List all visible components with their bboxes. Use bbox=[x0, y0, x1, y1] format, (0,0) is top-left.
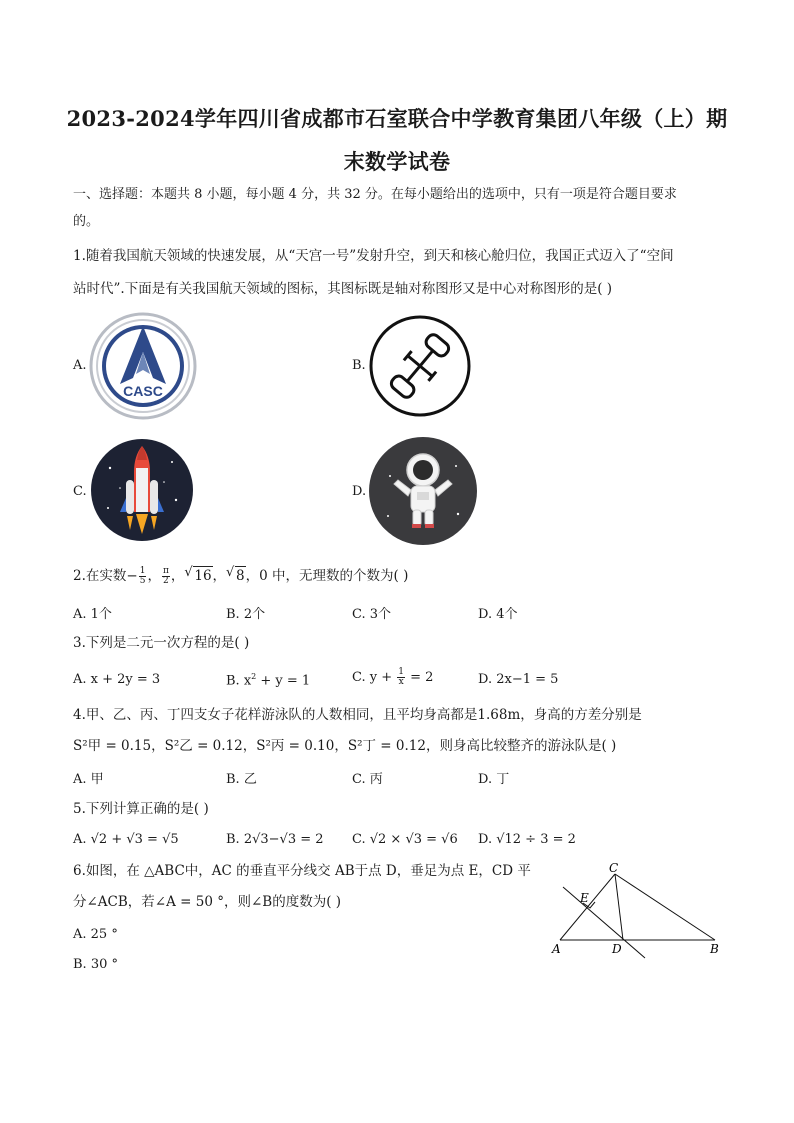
section-header-line1: 一、选择题：本题共 8 小题，每小题 4 分，共 32 分。在每小题给出的选项中，只有一项是符合题目要求 bbox=[73, 187, 677, 202]
q1-option-d-label: D. bbox=[352, 484, 367, 499]
q5-option-a: A. √2 + √3 = √5 bbox=[73, 832, 179, 847]
casc-logo-image bbox=[88, 312, 198, 424]
segment-cb bbox=[615, 874, 715, 940]
astronaut-icon-image bbox=[368, 436, 478, 550]
q2-option-b: B. 2个 bbox=[226, 607, 266, 622]
q2-option-c: C. 3个 bbox=[352, 607, 392, 622]
q2-fraction-pi: $\frac{\pi}{2}$ bbox=[162, 566, 169, 586]
point-label-d: D bbox=[612, 942, 622, 956]
q2-sqrt-8: √ 8 bbox=[235, 566, 246, 585]
perpendicular-bisector bbox=[563, 887, 645, 958]
q5-option-b: B. 2√3−√3 = 2 bbox=[226, 832, 324, 847]
q3-option-d: D. 2x−1 = 5 bbox=[478, 672, 559, 687]
segment-ac bbox=[560, 874, 615, 940]
point-label-b: B bbox=[710, 942, 719, 956]
q4-option-b: B. 乙 bbox=[226, 772, 257, 787]
q2-option-a: A. 1个 bbox=[73, 607, 112, 622]
point-label-c: C bbox=[609, 862, 619, 875]
q4-stem-line1: 4.甲、乙、丙、丁四支女子花样游泳队的人数相同，且平均身高都是1.68m，身高的方差分别是 bbox=[73, 707, 642, 723]
q6-option-a: A. 25 ° bbox=[73, 927, 118, 942]
q3-option-b: B. $x^2 + y = 1$ bbox=[226, 672, 311, 689]
q2-suffix: ，0 中，无理数的个数为( ) bbox=[245, 568, 409, 584]
section-header-line2: 的。 bbox=[73, 214, 100, 229]
point-label-a: A bbox=[552, 942, 561, 956]
q1-stem-line1: 1.随着我国航天领域的快速发展，从“天宫一号”发射升空，到天和核心舱归位，我国正式迈入了“空间 bbox=[73, 248, 674, 264]
rocket-icon-image bbox=[90, 438, 194, 546]
q2-sqrt-16: √ 16 bbox=[193, 566, 212, 585]
q2-prefix: 2.在实数 bbox=[73, 568, 127, 584]
q4-option-a: A. 甲 bbox=[73, 772, 104, 787]
q4-stem-line2: S²甲 = 0.15，S²乙 = 0.12，S²丙 = 0.10，S²丁 = 0.12，则身高比较整齐的游泳队是( ) bbox=[73, 738, 617, 754]
q2-option-d: D. 4个 bbox=[478, 607, 518, 622]
q6-stem-line1: 6.如图，在 △ABC中，AC 的垂直平分线交 AB于点 D，垂足为点 E，CD 平 bbox=[73, 863, 531, 879]
q3-option-c: C. y + $\frac{1}{x}$ = 2 bbox=[352, 667, 434, 687]
q1-option-b-label: B. bbox=[352, 358, 366, 373]
q5-option-c: C. √2 × √3 = √6 bbox=[352, 832, 458, 847]
triangle-figure bbox=[545, 862, 730, 966]
q1-option-c-label: C. bbox=[73, 484, 87, 499]
exam-title-line2: 末数学试卷 bbox=[343, 149, 451, 174]
q6-option-b: B. 30 ° bbox=[73, 957, 118, 972]
q4-option-c: C. 丙 bbox=[352, 772, 383, 787]
q4-option-d: D. 丁 bbox=[478, 772, 510, 787]
satellite-icon-image bbox=[368, 314, 472, 422]
q2-minus: − bbox=[126, 568, 138, 584]
segment-cd bbox=[615, 874, 623, 940]
q1-stem-line2: 站时代”.下面是有关我国航天领域的图标，其图标既是轴对称图形又是中心对称图形的是( ) bbox=[73, 281, 613, 297]
casc-logo-text: CASC bbox=[123, 383, 163, 399]
point-label-e: E bbox=[580, 891, 589, 905]
q1-option-a-label: A. bbox=[73, 358, 87, 373]
q3-option-a: A. x + 2y = 3 bbox=[73, 672, 161, 687]
q5-stem: 5.下列计算正确的是( ) bbox=[73, 801, 209, 817]
q2-stem: 2.在实数− $\frac{1}{5}$ ， $\frac{\pi}{2}$ ，√ 16，√ 8，0 中，无理数的个数为( ) bbox=[73, 566, 408, 586]
q2-fraction-1: $\frac{1}{5}$ bbox=[139, 566, 146, 586]
q5-option-d: D. √12 ÷ 3 = 2 bbox=[478, 832, 576, 847]
exam-title-line1: 2023-2024学年四川省成都市石室联合中学教育集团八年级（上）期 bbox=[66, 106, 728, 131]
q3-stem: 3.下列是二元一次方程的是( ) bbox=[73, 635, 250, 651]
q6-stem-line2: 分∠ACB，若∠A = 50 °，则∠B的度数为( ) bbox=[73, 894, 342, 910]
